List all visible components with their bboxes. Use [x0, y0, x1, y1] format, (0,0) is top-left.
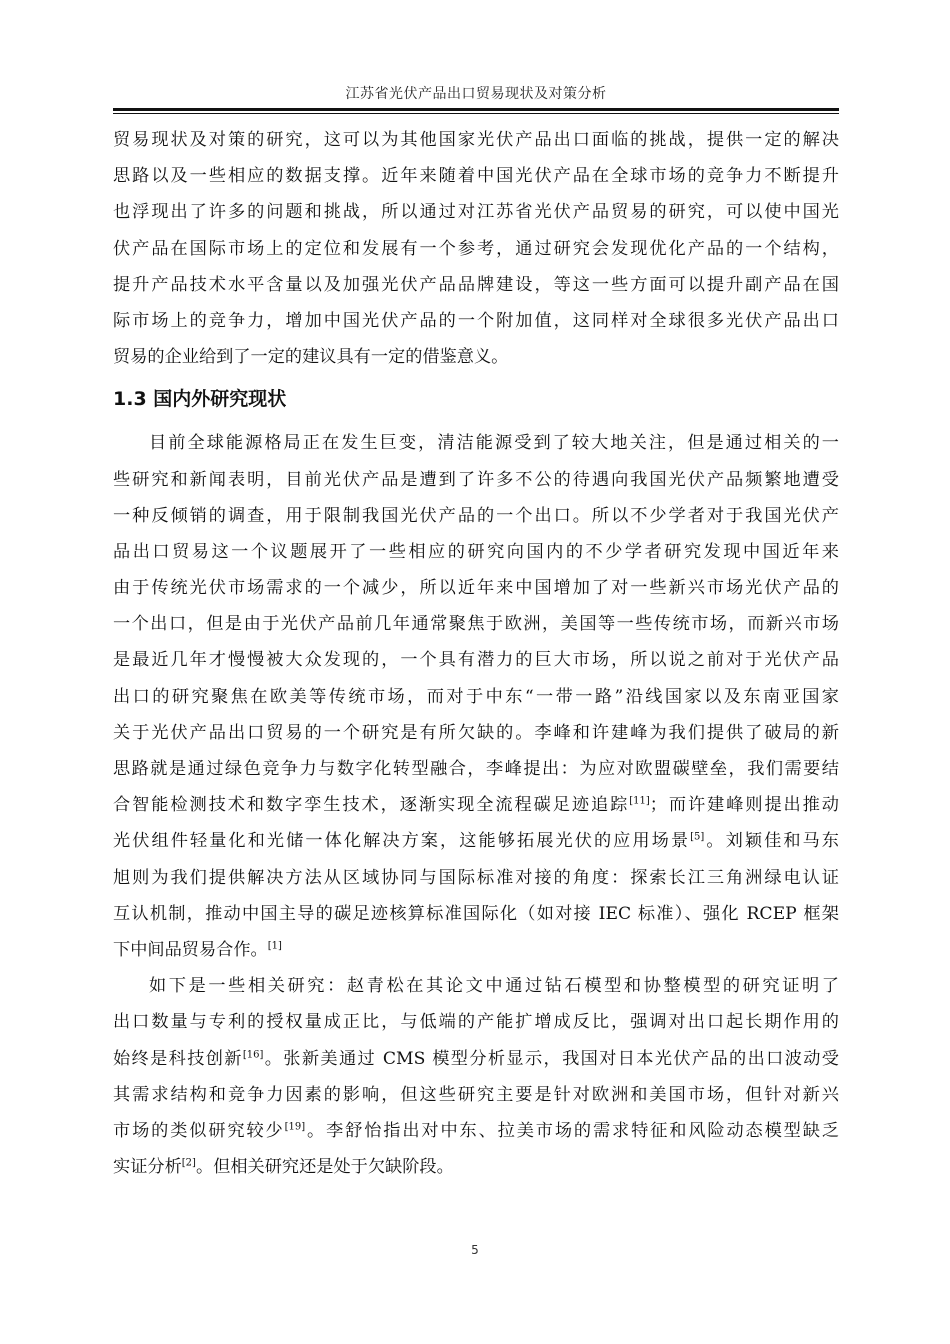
citation-ref[interactable]: [19]	[284, 1121, 306, 1133]
section-heading: 1.3 国内外研究现状	[113, 388, 287, 411]
text-run: 。但相关研究还是处于欠缺阶段。	[195, 1157, 454, 1178]
citation-ref[interactable]: [16]	[242, 1048, 264, 1060]
page-number: 5	[471, 1243, 479, 1257]
text-run: 始终是科技创新	[113, 1048, 243, 1069]
text-line: 出口数量与专利的授权量成正比，与低端的产能扩增成反比，强调对出口起长期作用的	[113, 1012, 839, 1033]
text-line: 也浮现出了许多的问题和挑战，所以通过对江苏省光伏产品贸易的研究，可以使中国光	[113, 202, 839, 223]
citation-ref[interactable]: [5]	[690, 831, 705, 843]
text-run: 合智能检测技术和数字孪生技术，逐渐实现全流程碳足迹追踪	[113, 795, 630, 816]
text-line: 由于传统光伏市场需求的一个减少，所以近年来中国增加了对一些新兴市场光伏产品的	[113, 578, 839, 599]
text-line: 贸易现状及对策的研究，这可以为其他国家光伏产品出口面临的挑战，提供一定的解决	[113, 130, 839, 150]
text-line: 如下是一些相关研究：赵青松在其论文中通过钻石模型和协整模型的研究证明了	[149, 976, 839, 997]
text-line: 些研究和新闻表明，目前光伏产品是遭到了许多不公的待遇向我国光伏产品频繁地遭受	[113, 469, 839, 490]
text-line: 是最近几年才慢慢被大众发现的，一个具有潜力的巨大市场，所以说之前对于光伏产品	[113, 650, 839, 671]
text-line: 伏产品在国际市场上的定位和发展有一个参考，通过研究会发现优化产品的一个结构，	[113, 238, 839, 259]
text-run: 。李舒怡指出对中东、拉美市场的需求特征和风险动态模型缺乏	[305, 1120, 839, 1141]
text-line	[113, 1113, 839, 1149]
text-line: 提升产品技术水平含量以及加强光伏产品品牌建设，等这一些方面可以提升副产品在国	[113, 274, 839, 295]
text-line: 贸易的企业给到了一定的建议具有一定的借鉴意义。	[113, 347, 509, 368]
text-line	[113, 1149, 839, 1185]
text-run: 光伏组件轻量化和光储一体化解决方案，这能够拓展光伏的应用场景	[113, 831, 691, 852]
page-body	[113, 122, 839, 1185]
text-line	[113, 823, 839, 859]
text-run: 实证分析	[113, 1157, 182, 1178]
text-line: 品出口贸易这一个议题展开了一些相应的研究向国内的不少学者研究发现中国近年来	[113, 541, 839, 562]
running-header: 江苏省光伏产品出口贸易现状及对策分析	[345, 86, 607, 102]
text-line: 其需求结构和竞争力因素的影响，但这些研究主要是针对欧洲和美国市场，但针对新兴	[113, 1084, 839, 1105]
text-line	[113, 787, 839, 823]
text-line: 一个出口，但是由于光伏产品前几年通常聚焦于欧洲，美国等一些传统市场，而新兴市场	[113, 614, 839, 635]
text-line: 思路以及一些相应的数据支撑。近年来随着中国光伏产品在全球市场的竞争力不断提升	[113, 166, 839, 187]
citation-ref[interactable]: [11]	[629, 795, 650, 807]
text-line	[113, 932, 839, 968]
paragraph-3	[113, 968, 839, 1185]
text-line: 一种反倾销的调查，用于限制我国光伏产品的一个出口。所以不少学者对于我国光伏产	[113, 505, 839, 526]
text-line: 目前全球能源格局正在发生巨变，清洁能源受到了较大地关注，但是通过相关的一	[149, 433, 839, 454]
paragraph-1	[113, 122, 839, 375]
text-line: 旭则为我们提供解决方法从区域协同与国际标准对接的角度：探索长江三角洲绿电认证	[113, 867, 839, 888]
text-line: 出口的研究聚焦在欧美等传统市场，而对于中东“一带一路”沿线国家以及东南亚国家	[113, 686, 839, 707]
text-run: 下中间品贸易合作。	[113, 939, 268, 960]
text-run: 。刘颖佳和马东	[704, 831, 839, 852]
paragraph-2	[113, 425, 839, 968]
text-line: 关于光伏产品出口贸易的一个研究是有所欠缺的。李峰和许建峰为我们提供了破局的新	[113, 722, 839, 743]
text-run: ；而许建峰则提出推动	[649, 795, 839, 816]
text-line: 思路就是通过绿色竞争力与数字化转型融合，李峰提出：为应对欧盟碳壁垒，我们需要结	[113, 759, 839, 779]
text-run: 。张新美通过 CMS 模型分析显示，我国对日本光伏产品的出口波动受	[263, 1048, 839, 1069]
text-line	[113, 1041, 839, 1077]
header-double-rule	[113, 108, 839, 114]
text-run: 市场的类似研究较少	[113, 1120, 285, 1141]
text-line: 际市场上的竞争力，增加中国光伏产品的一个附加值，这同样对全球很多光伏产品出口	[113, 310, 839, 331]
citation-ref[interactable]: [2]	[181, 1157, 196, 1169]
citation-ref[interactable]: [1]	[267, 940, 282, 952]
text-line: 互认机制，推动中国主导的碳足迹核算标准国际化（如对接 IEC 标准）、强化 RCEP 框架	[113, 903, 839, 924]
